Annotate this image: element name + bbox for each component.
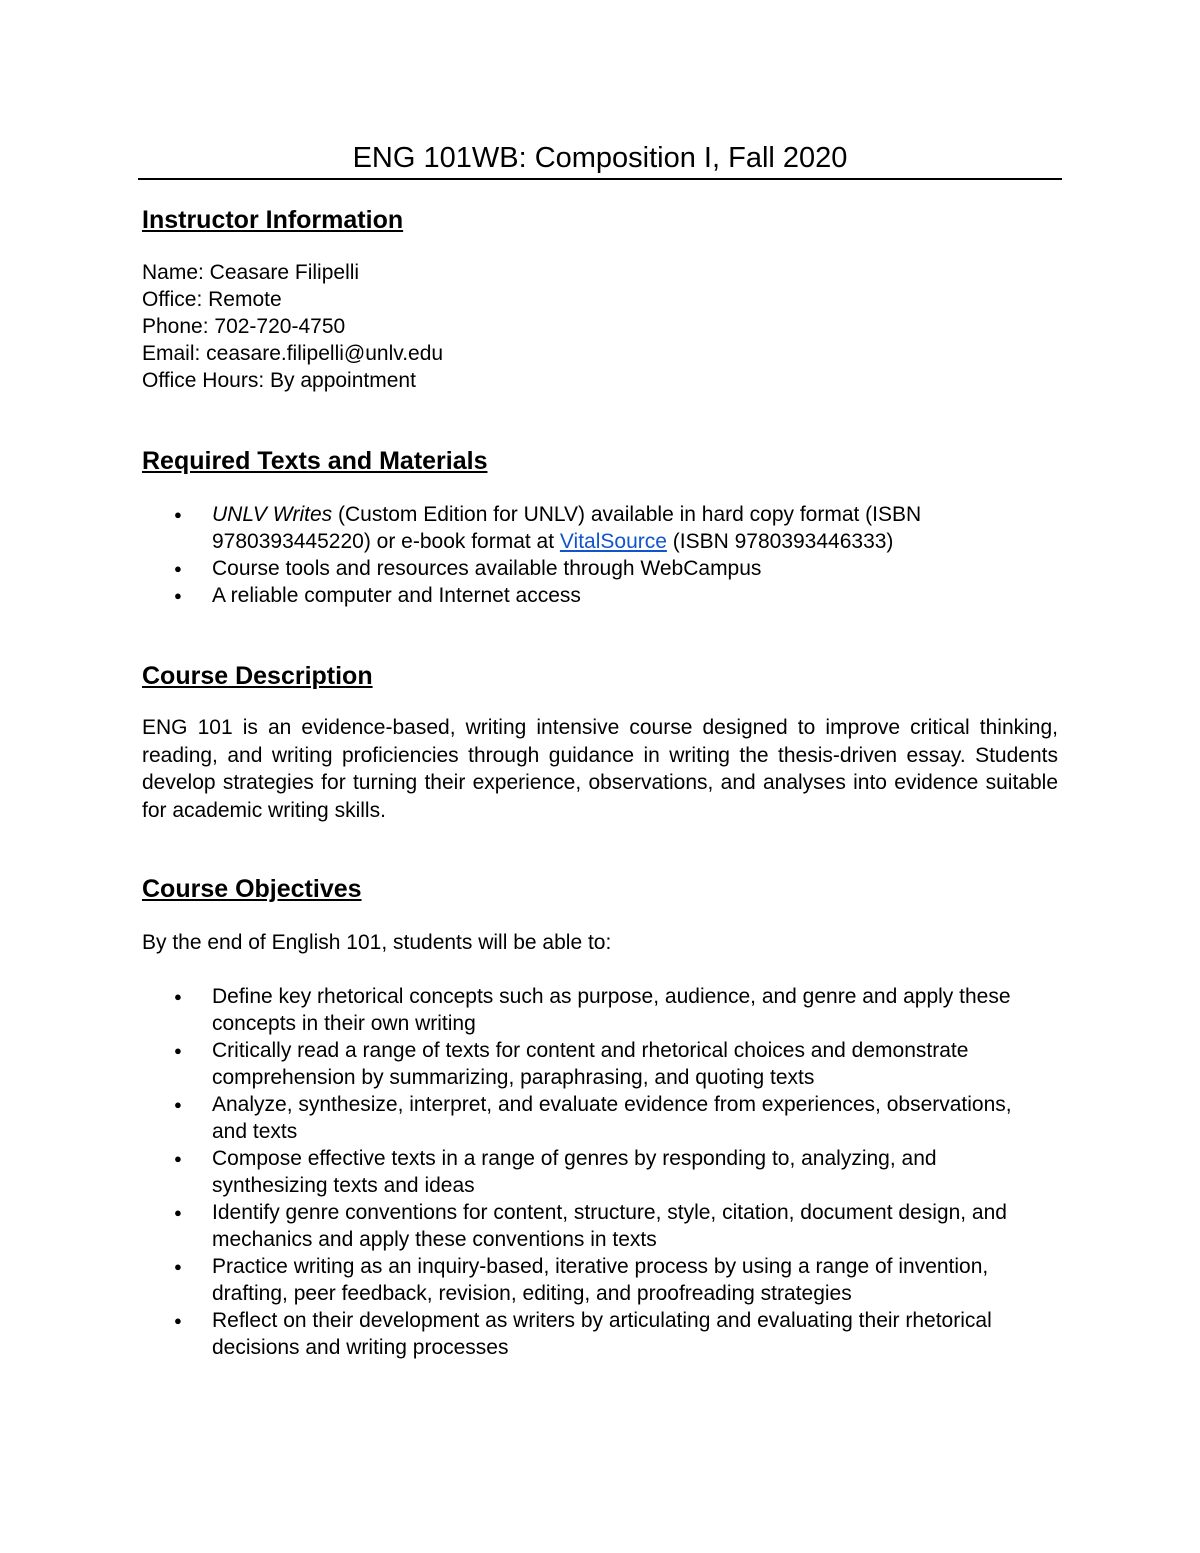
instructor-office: Office: Remote — [142, 288, 282, 311]
list-item: ● A reliable computer and Internet access — [142, 582, 1062, 609]
description-heading: Course Description — [142, 662, 373, 690]
instructor-email: Email: ceasare.filipelli@unlv.edu — [142, 342, 444, 365]
instructor-heading: Instructor Information — [142, 206, 404, 234]
materials-heading: Required Texts and Materials — [142, 447, 488, 475]
list-item: ● Reflect on their development as writers by articulating and evaluating their rhetorical decisions and writing processes — [142, 1307, 1042, 1361]
list-item — [142, 501, 1062, 555]
book-title: UNLV Writes — [212, 503, 333, 526]
list-item: ● Define key rhetorical concepts such as purpose, audience, and genre and apply these concepts in their own writing — [142, 983, 1042, 1037]
list-item: ● Compose effective texts in a range of genres by responding to, analyzing, and synthesizing texts and ideas — [142, 1145, 1042, 1199]
list-item: ● Analyze, synthesize, interpret, and evaluate evidence from experiences, observations, and texts — [142, 1091, 1042, 1145]
vitalsource-link[interactable]: VitalSource — [559, 530, 667, 553]
instructor-name: Name: Ceasare Filipelli — [142, 261, 360, 284]
instructor-phone: Phone: 702-720-4750 — [142, 315, 346, 338]
objectives-heading: Course Objectives — [142, 875, 362, 903]
description-text: ENG 101 is an evidence-based, writing intensive course designed to improve critical thinking, reading, and writing proficiencies through guidance in writing the thesis-driven essay. Students develop strategies for turning their experience, observations, and analyses into evidence suitable for academic writing skills. — [142, 716, 1058, 822]
title-underline — [138, 178, 1062, 180]
ebook-isbn: (ISBN 9780393446333) — [666, 530, 894, 553]
list-item: ● Practice writing as an inquiry-based, iterative process by using a range of invention, drafting, peer feedback, revision, editing, and proofreading strategies — [142, 1253, 1042, 1307]
book-details: (Custom Edition for UNLV) available in hard copy format (ISBN 9780393445220) or e-book format at — [212, 503, 922, 553]
list-item: ● Course tools and resources available through WebCampus — [142, 555, 1062, 582]
instructor-office-hours: Office Hours: By appointment — [142, 369, 416, 392]
list-item: ● Identify genre conventions for content, structure, style, citation, document design, and mechanics and apply these conventions in texts — [142, 1199, 1042, 1253]
objectives-list — [142, 983, 1042, 1361]
materials-list — [142, 501, 1062, 609]
document-title: ENG 101WB: Composition I, Fall 2020 — [352, 142, 848, 174]
objectives-intro: By the end of English 101, students will be able to: — [142, 931, 612, 954]
list-item: ● Critically read a range of texts for content and rhetorical choices and demonstrate comprehension by summarizing, paraphrasing, and quoting texts — [142, 1037, 1042, 1091]
